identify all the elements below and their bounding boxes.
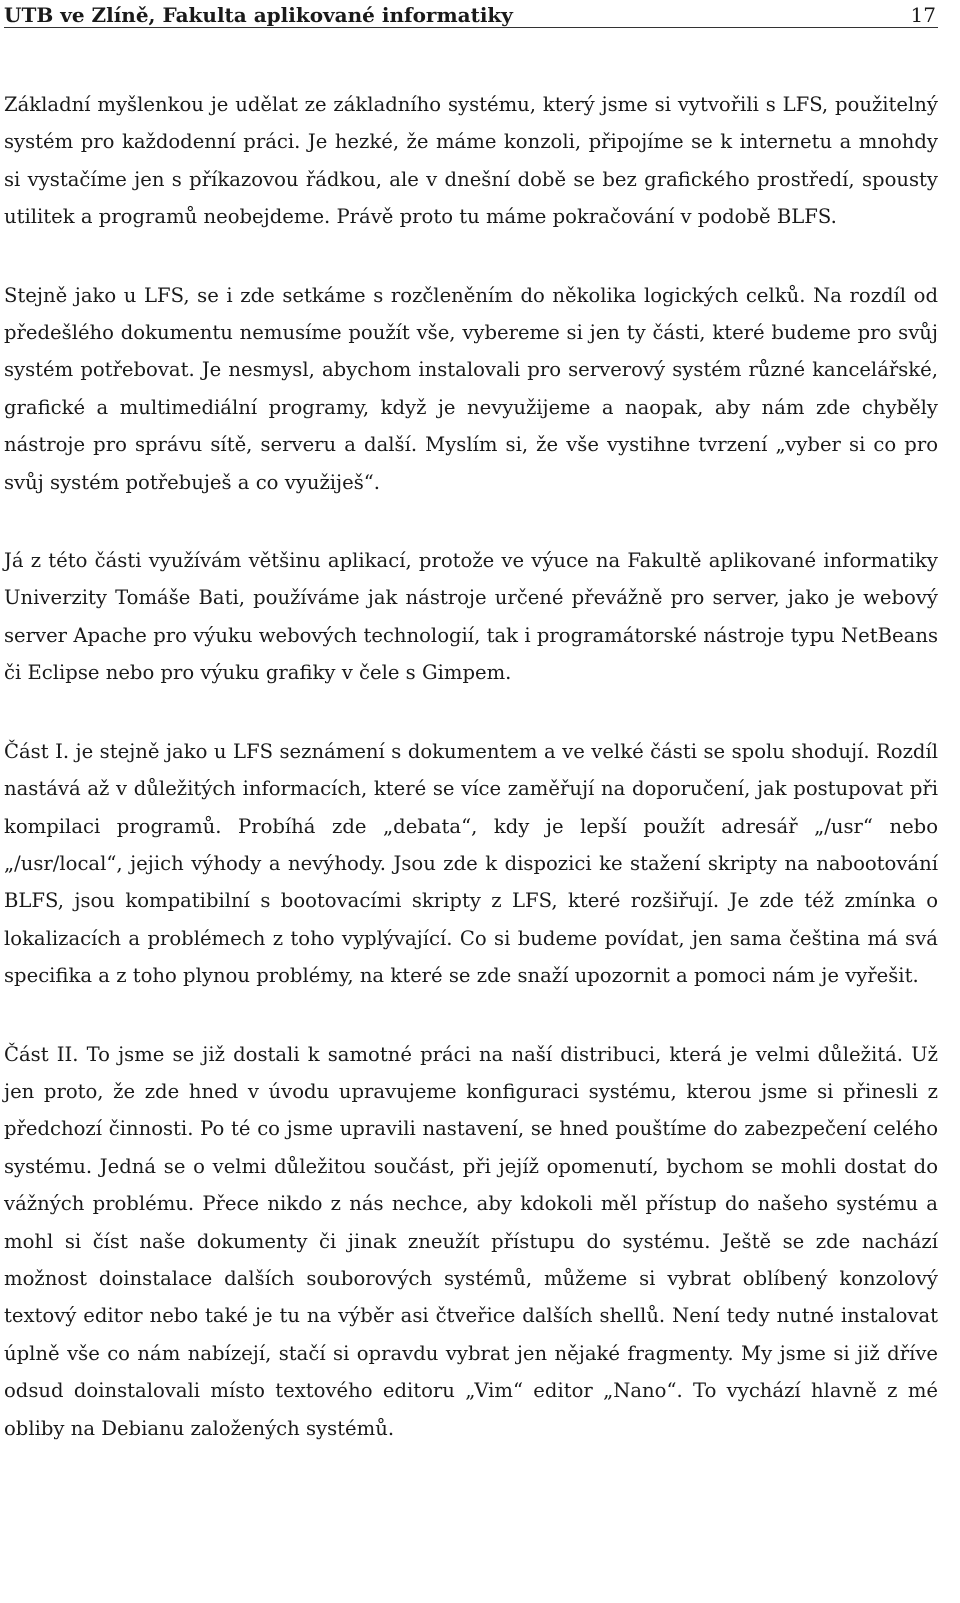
document-body — [4, 86, 938, 1447]
page-number: 17 — [910, 3, 936, 27]
paragraph-part-1: Část I. je stejně jako u LFS seznámení s dokumentem a ve velké části se spolu shodují. Rozdíl nastává až v důležitých informacích, které se více zaměřují na doporučení, jak postupovat při kompilaci programů. Probíhá zde „debata“, kdy je lepší použít adresář „/usr“ nebo „/usr/local“, jejich výhody a nevýhody. Jsou zde k dispozici ke stažení skripty na nabootování BLFS, jsou kompatibilní s bootovacími skripty z LFS, které rozšiřují. Je zde též zmínka o lokalizacích a problémech z toho vyplývající. Co si budeme povídat, jen sama čeština má svá specifika a z toho plynou problémy, na které se zde snaží upozornit a pomoci nám je vyřešit. — [4, 739, 938, 988]
paragraph-usage: Já z této části využívám většinu aplikací, protože ve výuce na Fakultě aplikované informatiky Univerzity Tomáše Bati, používáme jak nástroje určené převážně pro server, jako je webový server Apache pro výuku webových technologií, tak i programátorské nástroje typu NetBeans či Eclipse nebo pro výuku grafiky v čele s Gimpem. — [4, 549, 938, 685]
header-title: UTB ve Zlíně, Fakulta aplikované informatiky — [4, 3, 513, 27]
paragraph-intro: Základní myšlenkou je udělat ze základního systému, který jsme si vytvořili s LFS, použitelný systém pro každodenní práci. Je hezké, že máme konzoli, připojíme se k internetu a mnohdy si vystačíme jen s příkazovou řádkou, ale v dnešní době se bez grafického prostředí, spousty utilitek a programů neobejdeme. Právě proto tu máme pokračování v podobě BLFS. — [4, 93, 938, 229]
paragraph-part-2: Část II. To jsme se již dostali k samotné práci na naší distribuci, která je velmi důležitá. Už jen proto, že zde hned v úvodu upravujeme konfiguraci systému, kterou jsme si přinesli z předchozí činnosti. Po té co jsme upravili nastavení, se hned pouštíme do zabezpečení celého systému. Jedná se o velmi důležitou součást, při jejíž opomenutí, bychom se mohli dostat do vážných problému. Přece nikdo z nás nechce, aby kdokoli měl přístup do našeho systému a mohl si číst naše dokumenty či jinak zneužít přístupu do systému. Ještě se zde nachází možnost doinstalace dalších souborových systémů, můžeme si vybrat oblíbený konzolový textový editor nebo také je tu na výběr asi čtveřice dalších shellů. Není tedy nutné instalovat úplně vše co nám nabízejí, stačí si opravdu vybrat jen nějaké fragmenty. My jsme si již dříve odsud doinstalovali místo textového editoru „Vim“ editor „Nano“. To vychází hlavně z mé obliby na Debianu založených systémů. — [4, 1042, 938, 1440]
paragraph-structure: Stejně jako u LFS, se i zde setkáme s rozčleněním do několika logických celků. Na rozdíl od předešlého dokumentu nemusíme použít vše, vybereme si jen ty části, které budeme pro svůj systém potřebovat. Je nesmysl, abychom instalovali pro serverový systém různé kancelářské, grafické a multimediální programy, když je nevyužijeme a naopak, aby nám zde chyběly nástroje pro správu sítě, serveru a další. Myslím si, že vše vystihne tvrzení „vyber si co pro svůj systém potřebuješ a co využiješ“. — [4, 283, 938, 494]
page-header — [4, 0, 938, 28]
